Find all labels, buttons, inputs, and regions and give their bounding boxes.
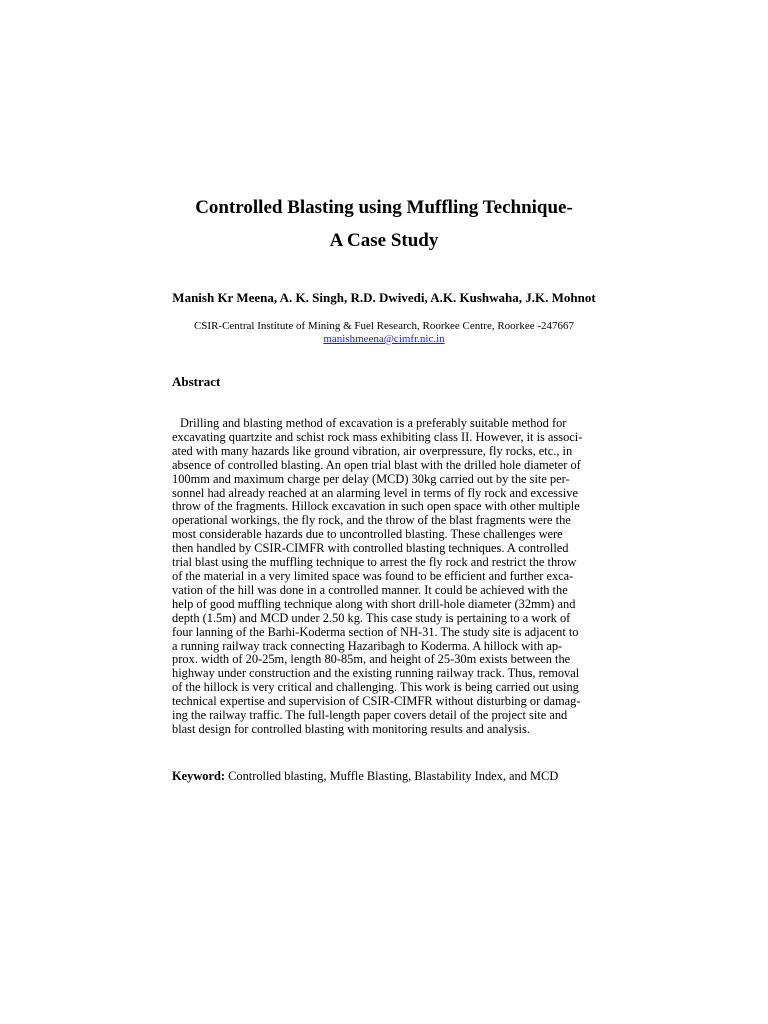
abstract-line: of the material in a very limited space was found to be efficient and further exca- [172, 568, 574, 583]
abstract-line: throw of the fragments. Hillock excavation in such open space with other multiple [172, 499, 580, 514]
keyword-line [172, 769, 558, 783]
abstract-line: four lanning of the Barhi-Koderma section of NH-31. The study site is adjacent to [172, 624, 579, 639]
paper-title-line-2: A Case Study [329, 230, 439, 251]
keyword-values: Controlled blasting, Muffle Blasting, Blastability Index, and MCD [228, 769, 559, 783]
keyword-label: Keyword: [172, 769, 225, 783]
abstract-line: of the hillock is very critical and challenging. This work is being carried out using [172, 680, 579, 695]
abstract-line: highway under construction and the existing running railway track. Thus, removal [172, 666, 580, 681]
abstract-line: ing the railway traffic. The full-length paper covers detail of the project site and [172, 708, 568, 723]
abstract-line: 100mm and maximum charge per delay (MCD) 30kg carried out by the site per- [172, 471, 570, 486]
abstract-line: operational workings, the fly rock, and the throw of the blast fragments were the [172, 513, 571, 528]
abstract-line: prox. width of 20-25m, length 80-85m, and height of 25-30m exists between the [172, 652, 571, 667]
abstract-line: trial blast using the muffling technique to arrest the fly rock and restrict the throw [172, 555, 577, 570]
abstract-line: Drilling and blasting method of excavation is a preferably suitable method for [180, 416, 567, 430]
abstract-heading: Abstract [172, 374, 221, 389]
abstract-line: absence of controlled blasting. An open trial blast with the drilled hole diameter of [172, 457, 581, 472]
abstract-line: technical expertise and supervision of CSIR-CIMFR without disturbing or damag- [172, 694, 581, 709]
author-list: Manish Kr Meena, A. K. Singh, R.D. Dwivedi, A.K. Kushwaha, J.K. Mohnot [172, 290, 596, 305]
abstract-line: most considerable hazards due to uncontrolled blasting. These challenges were [172, 527, 563, 542]
abstract-line: blast design for controlled blasting with monitoring results and analysis. [172, 721, 530, 736]
abstract-line: vation of the hill was done in a controlled manner. It could be achieved with the [172, 582, 568, 597]
abstract-line: excavating quartzite and schist rock mass exhibiting class II. However, it is associ- [172, 429, 583, 444]
abstract-line: then handled by CSIR-CIMFR with controlled blasting techniques. A controlled [172, 541, 569, 556]
affiliation: CSIR-Central Institute of Mining & Fuel Research, Roorkee Centre, Roorkee -247667 [193, 320, 575, 332]
abstract-line: depth (1.5m) and MCD under 2.50 kg. This case study is pertaining to a work of [172, 610, 571, 625]
abstract-line: a running railway track connecting Hazaribagh to Koderma. A hillock with ap- [172, 638, 563, 653]
email-link[interactable]: manishmeena@cimfr.nic.in [323, 333, 445, 345]
paper-title-line-1: Controlled Blasting using Muffling Technique- [195, 197, 573, 218]
abstract-line: sonnel had already reached at an alarming level in terms of fly rock and excessive [172, 485, 578, 500]
abstract-line: help of good muffling technique along with short drill-hole diameter (32mm) and [172, 596, 576, 611]
abstract-body [172, 417, 612, 737]
abstract-line: ated with many hazards like ground vibration, air overpressure, fly rocks, etc., in [172, 443, 573, 458]
email-line [0, 333, 768, 346]
